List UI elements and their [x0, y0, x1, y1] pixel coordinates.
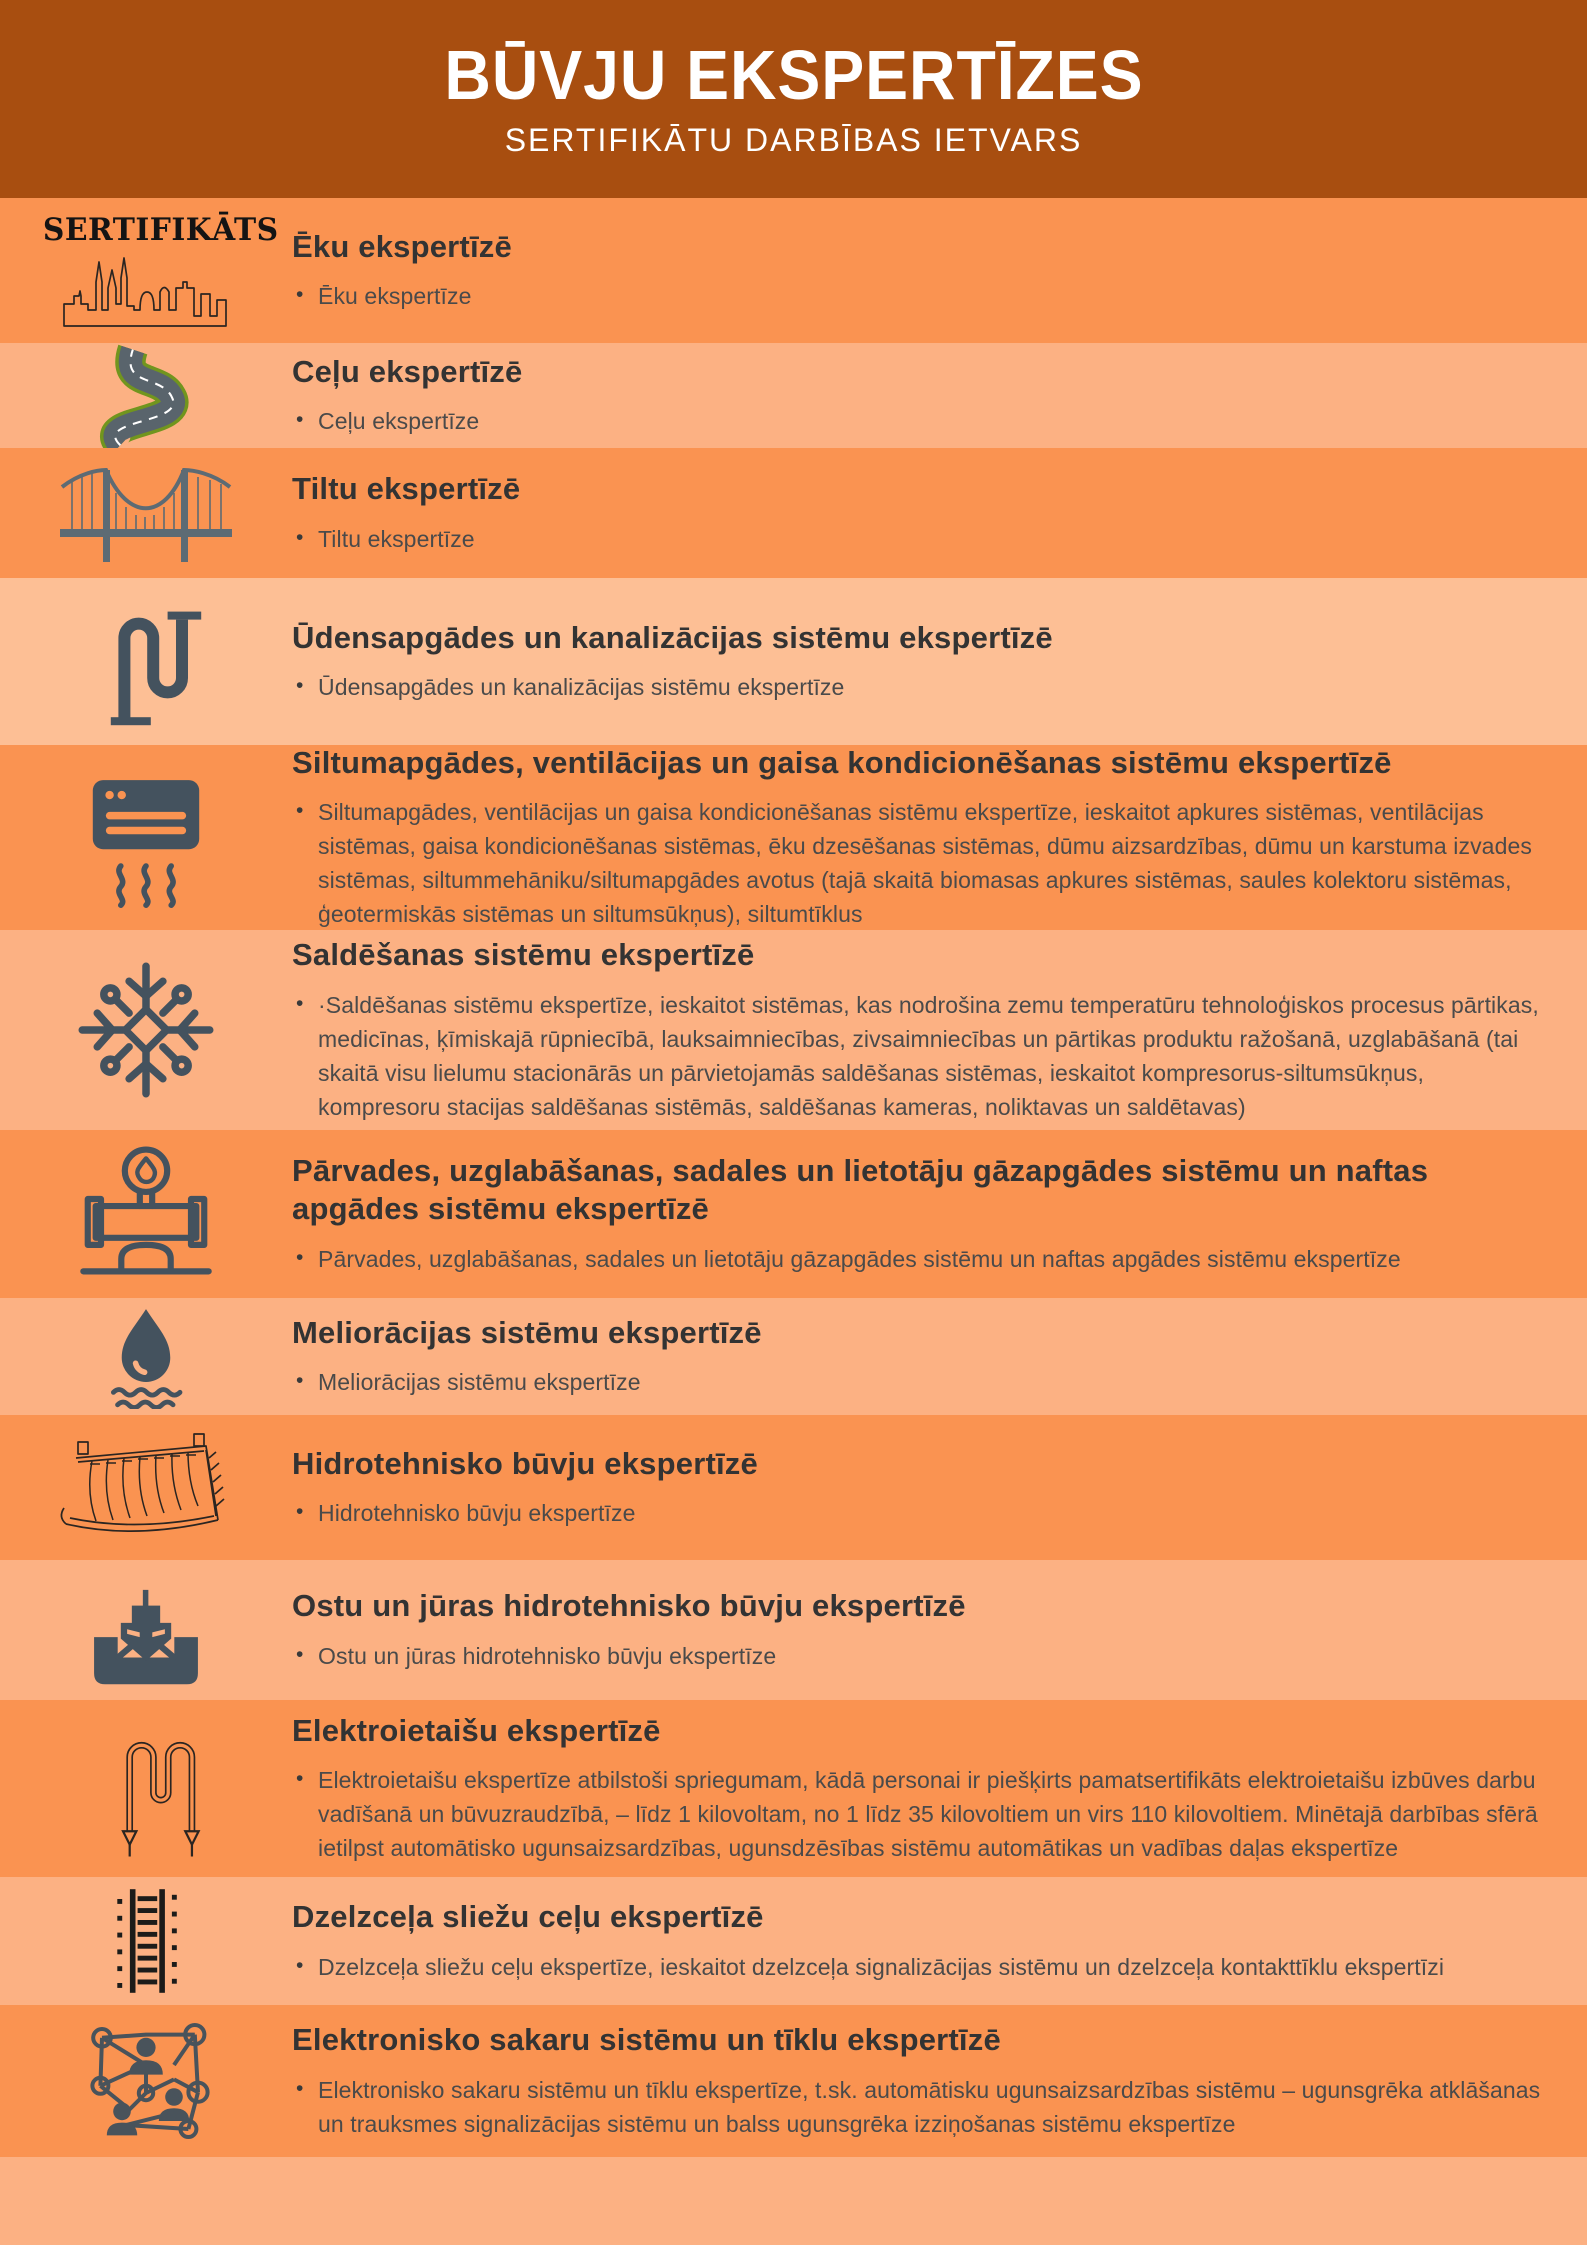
section-title: Elektroietaišu ekspertīzē — [292, 1712, 661, 1748]
bullet-dot — [292, 1763, 318, 1865]
section-row-parvades-gazapgades — [0, 1130, 1587, 1298]
section-bullet: Tiltu ekspertīze — [318, 525, 475, 552]
bullet-dot — [292, 1365, 318, 1399]
bullet-dot — [292, 1639, 318, 1673]
section-title: Ūdensapgādes un kanalizācijas sistēmu ekspertīzē — [292, 619, 1053, 655]
bullet-dot — [292, 522, 318, 556]
cert-column-label: SERTIFIKĀTS — [42, 212, 279, 248]
section-row-dzelzcela — [0, 1877, 1587, 2005]
section-title: Dzelzceļa sliežu ceļu ekspertīzē — [292, 1899, 764, 1935]
section-row-tiltu — [0, 448, 1587, 578]
bullet-dot — [292, 1242, 318, 1276]
section-bullet: Hidrotehnisko būvju ekspertīze — [318, 1500, 636, 1527]
section-title: Ostu un jūras hidrotehnisko būvju ekspertīzē — [292, 1588, 966, 1624]
section-bullet: Ceļu ekspertīze — [318, 408, 480, 435]
section-bullet: Ēku ekspertīze — [318, 283, 472, 310]
harbor-ship-icon — [82, 1571, 210, 1689]
section-bullet: Siltumapgādes, ventilācijas un gaisa kondicionēšanas sistēmu ekspertīze, ieskaitot apkures sistēmas, ventilācijas sistēmas, gaisa kondicionēšanas sistēmas, ēku dzesēšanas sistēmas, dūmu aizsardzības, dūmu un karstuma izvades sistēmas, siltummehāniku/siltumapgādes avotus (tajā skaitā biomasas apkures sistēmas, saules kolektoru sistēmas, ģeotermiskās sistēmas un siltumsūkņus), siltumtīklus — [318, 799, 1532, 928]
water-drop-icon — [94, 1305, 198, 1409]
section-title: Pārvades, uzglabāšanas, sadales un lietotāju gāzapgādes sistēmu un naftas apgādes sistēmu ekspertīzē — [292, 1152, 1429, 1227]
section-title: Tiltu ekspertīzē — [292, 471, 521, 507]
section-row-siltumapgades — [0, 745, 1587, 930]
section-row-udensapgades — [0, 578, 1587, 745]
section-row-hidrotehnisko — [0, 1415, 1587, 1560]
city-skyline-icon — [60, 252, 232, 330]
section-row-ostu — [0, 1560, 1587, 1700]
section-title: Elektronisko sakaru sistēmu un tīklu ekspertīzē — [292, 2022, 1001, 2058]
water-pipe-icon — [86, 592, 206, 732]
section-row-celu — [0, 343, 1587, 448]
section-bullet: Pārvades, uzglabāšanas, sadales un lietotāju gāzapgādes sistēmu un naftas apgādes sistēmu ekspertīze — [318, 1246, 1401, 1273]
dam-icon — [56, 1428, 236, 1548]
bullet-dot — [292, 2073, 318, 2141]
air-conditioner-icon — [76, 763, 216, 913]
bullet-dot — [292, 795, 318, 931]
section-title: Siltumapgādes, ventilācijas un gaisa kondicionēšanas sistēmu ekspertīzē — [292, 744, 1392, 780]
bullet-dot — [292, 988, 318, 1124]
section-bullet: Dzelzceļa sliežu ceļu ekspertīze, ieskaitot dzelzceļa signalizācijas sistēmu un dzelzceļa kontakttīklu ekspertīzi — [318, 1953, 1445, 1980]
header-banner — [0, 0, 1587, 198]
section-title: Saldēšanas sistēmu ekspertīzē — [292, 937, 755, 973]
section-bullet: Ūdensapgādes un kanalizācijas sistēmu ekspertīze — [318, 674, 845, 701]
section-bullet: Meliorācijas sistēmu ekspertīze — [318, 1369, 641, 1396]
section-bullet: Ostu un jūras hidrotehnisko būvju ekspertīze — [318, 1642, 777, 1669]
railway-track-icon — [91, 1885, 201, 1997]
section-title: Ceļu ekspertīzē — [292, 353, 523, 389]
gas-pipeline-icon — [71, 1139, 221, 1289]
section-row-saldesanas — [0, 930, 1587, 1130]
bullet-dot — [292, 670, 318, 704]
bullet-dot — [292, 1950, 318, 1984]
suspension-bridge-icon — [58, 457, 234, 569]
heating-element-icon — [83, 1713, 209, 1865]
section-bullet: Elektronisko sakaru sistēmu un tīklu ekspertīze, t.sk. automātisku ugunsaizsardzības sistēmu – ugunsgrēka atklāšanas un trauksmes signalizācijas sistēmu un balss ugunsgrēka izziņošanas sistēmu ekspertīze — [318, 2076, 1541, 2137]
section-title: Meliorācijas sistēmu ekspertīzē — [292, 1314, 762, 1350]
section-bullet: Elektroietaišu ekspertīze atbilstoši spriegumam, kādā personai ir piešķirts pamatsertifikāts elektroietaišu izbūves darbu vadīšanā un būvuzraudzībā, – līdz 1 kilovoltam, no 1 līdz 35 kilovoltiem un virs 110 kilovoltiem. Minētajā darbības sfērā ietilpst automātisko ugunsaizsardzības, ugunsdzēsības sistēmu automātikas un vadības daļas ekspertīze — [318, 1767, 1538, 1862]
section-title: Ēku ekspertīzē — [292, 228, 512, 264]
section-title: Hidrotehnisko būvju ekspertīzē — [292, 1445, 758, 1481]
section-row-elektroietaisu — [0, 1700, 1587, 1877]
winding-road-icon — [82, 344, 210, 448]
bullet-dot — [292, 1496, 318, 1530]
bullet-dot — [292, 404, 318, 438]
snowflake-icon — [71, 955, 221, 1105]
bullet-dot — [292, 279, 318, 313]
footer-band — [0, 2157, 1587, 2245]
network-people-icon — [77, 2017, 215, 2145]
page-subtitle: SERTIFIKĀTU DARBĪBAS IETVARS — [504, 122, 1083, 159]
section-row-melioracijas — [0, 1298, 1587, 1415]
section-row-eku — [0, 198, 1587, 343]
section-bullet: ·Saldēšanas sistēmu ekspertīze, ieskaitot sistēmas, kas nodrošina zemu temperatūru tehnoloģiskos procesus pārtikas, medicīnas, ķīmiskajā rūpniecībā, lauksaimniecības, zivsaimniecības un pārtikas produktu ražošanā, uzglabāšanā (tai skaitā visu lielumu stacionārās un pārvietojamās saldēšanas sistēmas, ieskaitot kompresorus-siltumsūkņus, kompresoru stacijas saldēšanas sistēmās, saldēšanas kameras, noliktavas un saldētavas) — [318, 991, 1539, 1120]
section-row-elektronisko — [0, 2005, 1587, 2157]
page-title: BŪVJU EKSPERTĪZES — [443, 35, 1144, 114]
